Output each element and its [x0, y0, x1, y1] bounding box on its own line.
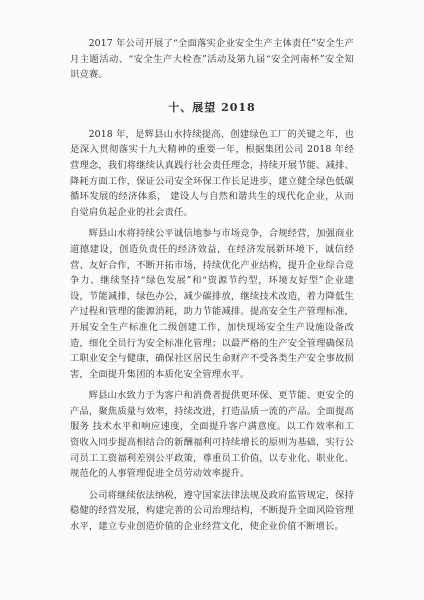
body-paragraph: 公司将继续依法纳税，遵守国家法律法规及政府监管规定，保持稳健的经营发展，构建完善的公司治理结构，不断提升全面风险管理水平，建立专业创造价值的企业经营文化，使企业价值不断增长。: [70, 489, 354, 533]
intro-paragraph: 2017 年公司开展了“全面落实企业安全生产主体责任”安全生产月主题活动、“安全生产大检查”活动及第九届“安全河南杯”安全知识竞赛。: [70, 38, 354, 81]
body-paragraph: 辉县山水致力于为客户和消费者提供更环保、更节能、更安全的产品，聚焦质量与效率，持续改进，打造品质一流的产品。全面提高服务 技术水平和响应速度，全面提升客户满意度。以工作效率和工资收入同步提高相结合的新酬福利可持续增长的原则为基础，实行公司员工工资福利差别公平政策，尊重员工价值，以专业化、职业化、规范化的人事管理促进全员劳动效率提升。: [70, 390, 354, 480]
body-paragraph: 2018 年，是辉县山水持续提高、创建绿色工厂的关键之年，也是深入贯彻落实十九大精神的重要一年，根据集团公司 2018 年经营理念，我们将继续认真践行社会责任理念，持续开展节能、减排、降耗方面工作，保证公司安全环保工作长足进步，建立健全绿色低碳循环发展的经济体系， 建设人与自然和谐共生的现代化企业，从而自觉肩负起企业的社会责任。: [70, 128, 354, 218]
section-heading: 十、展望 2018: [168, 100, 256, 114]
body-paragraph: 辉县山水将持续公平诚信地参与市场竞争，合规经营，加强商业道德建设，创造负责任的经济效益，在经济发展新环境下，诚信经营、友好合作，不断开拓市场，持续优化产业结构，提升企业综合竞争力、继续坚持“绿色发展”和“资源节约型，环境友好型”企业建设，节能减排，绿色办公，减少碳排放，继续技术改造，着力降低生产过程和管理的能源消耗，助力节能减排。提高安全生产管理标准，开展安全生产标准化二级创建工作，加快现场安全生产设施设备改造，细化全员行为安全标准化管理；以最严格的生产安全管理确保员工职业安全与健康，确保社区居民生命财产不受各类生产安全事故损害，全面提升集团的本质化安全管理水平。: [70, 228, 354, 380]
